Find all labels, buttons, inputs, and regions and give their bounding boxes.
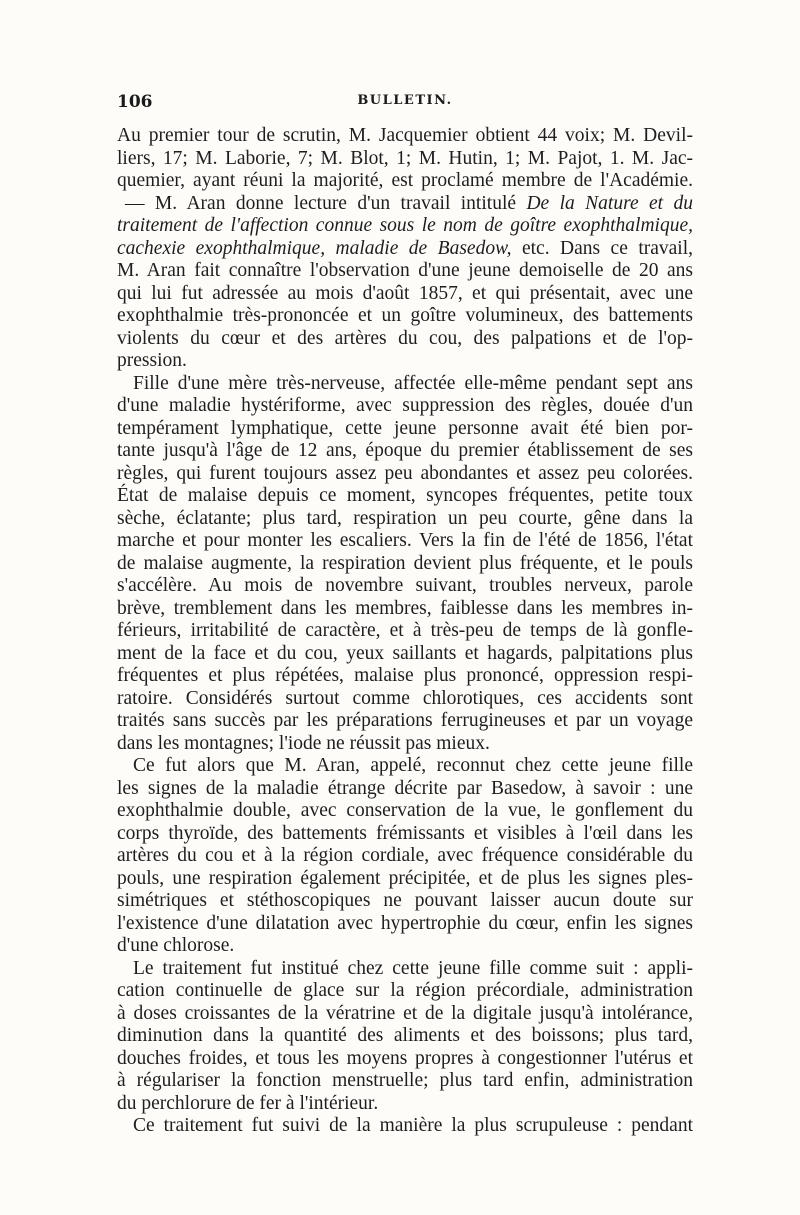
- text-line: traités sans succès par les préparations ferrugineuses et par un voyage: [117, 710, 693, 731]
- text-line: sèche, éclatante; plus tard, respiration un peu courte, gêne dans la: [117, 507, 693, 529]
- work-title-italic: De la Nature et du: [526, 192, 694, 214]
- text-line: les signes de la maladie étrange décrite par Basedow, à savoir : une: [117, 777, 693, 799]
- text-line: de malaise augmente, la respiration devient plus fréquente, et le pouls: [117, 552, 693, 574]
- text-line: exophthalmie très-prononcée et un goître volumineux, des battements: [117, 305, 693, 326]
- text-line: brève, tremblement dans les membres, faiblesse dans les membres in-: [117, 597, 693, 619]
- text-line: marche et pour monter les escaliers. Vers la fin de l'été de 1856, l'état: [117, 530, 693, 551]
- text-run: etc. Dans ce travail,: [511, 237, 694, 259]
- text-line: liers, 17; M. Laborie, 7; M. Blot, 1; M. Hutin, 1; M. Pajot, 1. M. Jac-: [117, 147, 693, 169]
- text-line: règles, qui furent toujours assez peu abondantes et assez peu colorées.: [117, 462, 693, 484]
- text-line: diminution dans la quantité des aliments et des boissons; plus tard,: [117, 1025, 693, 1046]
- running-title: BULLETIN.: [357, 93, 453, 108]
- text-line: tempérament lymphatique, cette jeune personne avait été bien por-: [117, 417, 693, 439]
- text-line: pouls, une respiration également précipitée, et de plus les signes ples-: [117, 867, 693, 889]
- text-line: État de malaise depuis ce moment, syncopes fréquentes, petite toux: [117, 485, 693, 506]
- text-line: férieurs, irritabilité de caractère, et à très-peu de temps de là gonfle-: [117, 620, 693, 641]
- text-line: exophthalmie double, avec conservation de la vue, le gonflement du: [117, 800, 693, 821]
- text-line: ratoire. Considérés surtout comme chlorotiques, ces accidents sont: [117, 687, 693, 709]
- body-text: [117, 125, 693, 1138]
- work-title-italic: cachexie exophthalmique, maladie de Basedow,: [117, 237, 512, 259]
- text-line: cation continuelle de glace sur la région précordiale, administration: [117, 980, 693, 1001]
- text-line: ment de la face et du cou, yeux saillants et hagards, palpitations plus: [117, 642, 693, 664]
- text-line: à régulariser la fonction menstruelle; plus tard enfin, administration: [117, 1070, 693, 1091]
- text-line: dans les montagnes; l'iode ne réussit pas mieux.: [117, 732, 490, 754]
- work-title-line: traitement de l'affection connue sous le nom de goître exophthalmique,: [117, 215, 693, 236]
- text-line: d'une chlorose.: [117, 935, 235, 956]
- paragraph-start: Le traitement fut institué chez cette jeune fille comme suit : appli-: [133, 957, 693, 979]
- text-line: [117, 193, 693, 216]
- text-line: Au premier tour de scrutin, M. Jacquemier obtient 44 voix; M. Devil-: [117, 125, 693, 146]
- text-line: du perchlorure de fer à l'intérieur.: [117, 1092, 379, 1114]
- text-line: douches froides, et tous les moyens propres à congestionner l'utérus et: [117, 1047, 693, 1069]
- paragraph-start: Ce fut alors que M. Aran, appelé, reconnut chez cette jeune fille: [133, 755, 693, 776]
- paragraph-start: Ce traitement fut suivi de la manière la plus scrupuleuse : pendant: [133, 1115, 693, 1136]
- text-line: artères du cou et à la région cordiale, avec fréquence considérable du: [117, 845, 693, 866]
- text-line: tante jusqu'à l'âge de 12 ans, époque du premier établissement de ses: [117, 440, 693, 461]
- text-line: s'accélère. Au mois de novembre suivant, troubles nerveux, parole: [117, 575, 693, 596]
- text-line: simétriques et stéthoscopiques ne pouvant laisser aucun doute sur: [117, 890, 693, 911]
- text-line: pression.: [117, 350, 187, 371]
- text-run: — M. Aran donne lecture d'un travail intitulé: [125, 192, 527, 214]
- text-line: fréquentes et plus répétées, malaise plus prononcé, oppression respi-: [117, 665, 693, 686]
- text-line: quemier, ayant réuni la majorité, est proclamé membre de l'Académie.: [117, 170, 693, 191]
- text-line: violents du cœur et des artères du cou, des palpations et de l'op-: [117, 327, 693, 349]
- text-line: [117, 238, 693, 261]
- page-number: 106: [117, 92, 153, 112]
- text-line: M. Aran fait connaître l'observation d'une jeune demoiselle de 20 ans: [117, 260, 693, 281]
- text-line: qui lui fut adressée au mois d'août 1857, et qui présentait, avec une: [117, 282, 693, 304]
- text-line: l'existence d'une dilatation avec hypertrophie du cœur, enfin les signes: [117, 912, 693, 934]
- text-line: d'une maladie hystériforme, avec suppression des règles, douée d'un: [117, 395, 693, 416]
- paragraph-start: Fille d'une mère très-nerveuse, affectée elle-même pendant sept ans: [133, 372, 693, 394]
- text-line: corps thyroïde, des battements frémissants et visibles à l'œil dans les: [117, 822, 693, 844]
- text-line: à doses croissantes de la vératrine et de la digitale jusqu'à intolérance,: [117, 1002, 693, 1024]
- running-header: [117, 92, 693, 116]
